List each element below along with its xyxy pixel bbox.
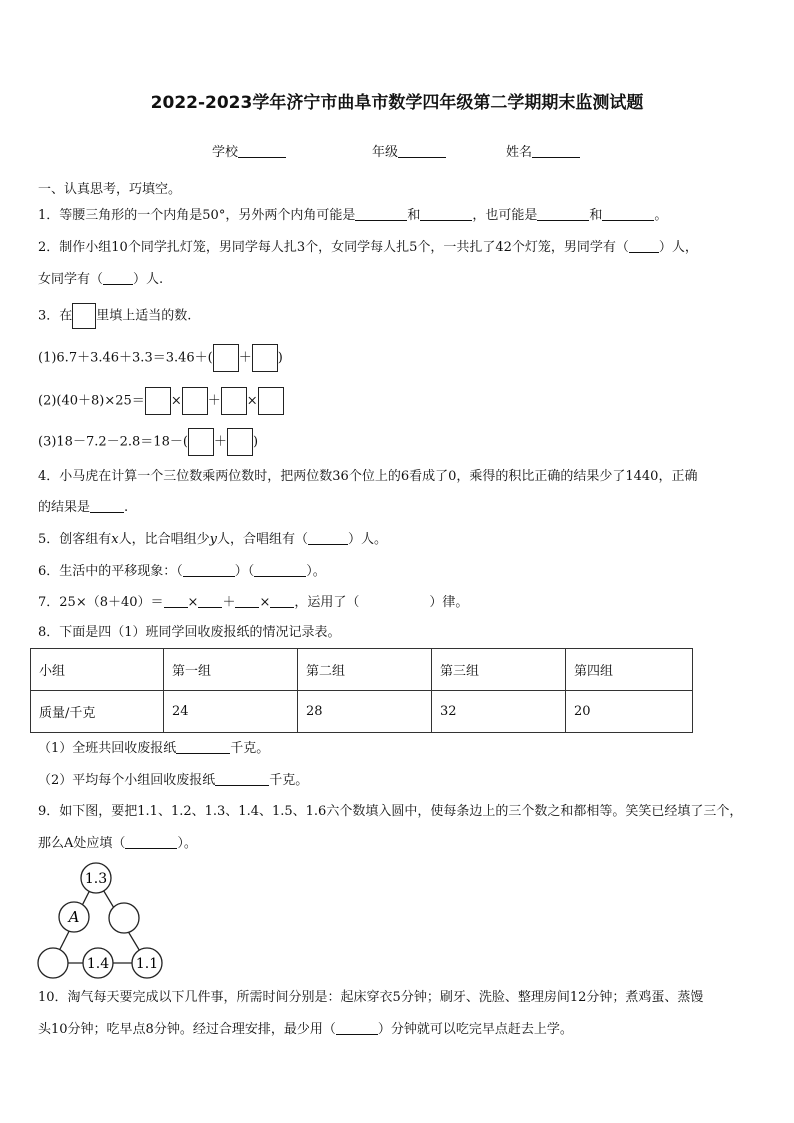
question-2-line1: 2．制作小组10个同学扎灯笼，男同学每人扎3个，女同学每人扎5个，一共扎了42个灯笼，男同学有（ ）人， [38, 240, 698, 255]
answer-box[interactable] [258, 387, 284, 415]
question-5: 5．创客组有x人，比合唱组少y人，合唱组有（ ）人。 [38, 532, 388, 547]
table-header-cell: 第三组 [432, 649, 566, 691]
table-header-cell: 小组 [31, 649, 164, 691]
question-3-3: (3)18－7.2－2.8＝18－( ＋ ) [38, 428, 258, 456]
page-title: 2022-2023学年济宁市曲阜市数学四年级第二学期期末监测试题 [150, 93, 644, 113]
grade-blank[interactable] [398, 145, 446, 158]
answer-box[interactable] [221, 387, 247, 415]
section-heading: 一、认真思考，巧填空。 [38, 182, 182, 197]
table-header-cell: 第二组 [298, 649, 432, 691]
circle-right-mid[interactable] [109, 903, 139, 933]
answer-blank[interactable] [336, 1022, 378, 1035]
answer-blank[interactable] [235, 595, 259, 608]
answer-blank[interactable] [90, 500, 124, 513]
question-7: 7．25×（8＋40）＝ × ＋ × ，运用了（ ）律。 [38, 595, 469, 610]
answer-box[interactable] [188, 428, 214, 456]
answer-blank[interactable] [183, 564, 235, 577]
table-cell: 28 [298, 691, 432, 733]
name-label: 姓名 [506, 145, 533, 160]
question-4-line2: 的结果是 . [38, 500, 129, 515]
question-9-line1: 9．如下图，要把1.1、1.2、1.3、1.4、1.5、1.6六个数填入圆中，使每条边上的三个数之和都相等。笑笑已经填了三个， [38, 804, 743, 819]
answer-box[interactable] [227, 428, 253, 456]
question-2-line2: 女同学有（ ）人. [38, 272, 164, 287]
question-8-2: （2）平均每个小组回收废报纸 千克。 [38, 773, 309, 788]
school-blank[interactable] [238, 145, 286, 158]
table-header-row [31, 649, 693, 691]
grade-label: 年级 [372, 145, 399, 160]
question-3-1: (1)6.7＋3.46＋3.3＝3.46＋( ＋ ) [38, 344, 283, 372]
table-row [31, 691, 693, 733]
answer-box[interactable] [182, 387, 208, 415]
answer-box[interactable] [252, 344, 278, 372]
grade-field [372, 141, 446, 160]
circle-top-label: 1.3 [84, 871, 108, 887]
question-8-1: （1）全班共回收废报纸 千克。 [38, 741, 270, 756]
answer-box[interactable] [145, 387, 171, 415]
triangle-circle-figure [36, 860, 166, 982]
question-3-2: (2)(40＋8)×25＝ × ＋ × [38, 387, 284, 415]
question-9-line2: 那么A处应填（ ）。 [38, 836, 197, 851]
table-header-cell: 第一组 [164, 649, 298, 691]
question-3: 3．在 里填上适当的数. [38, 303, 191, 329]
answer-blank[interactable] [537, 208, 589, 221]
school-label: 学校 [212, 145, 239, 160]
table-header-cell: 第四组 [566, 649, 693, 691]
record-table [30, 648, 693, 733]
answer-blank[interactable] [355, 208, 407, 221]
question-1: 1．等腰三角形的一个内角是50°，另外两个内角可能是 和 ，也可能是 和 。 [38, 208, 668, 223]
answer-blank[interactable] [254, 564, 306, 577]
question-4-line1: 4．小马虎在计算一个三位数乘两位数时，把两位数36个位上的6看成了0，乘得的积比正确的结果少了1440，正确 [38, 469, 698, 484]
answer-blank[interactable] [215, 773, 269, 786]
school-field [212, 141, 286, 160]
answer-blank[interactable] [602, 208, 654, 221]
answer-blank[interactable] [270, 595, 294, 608]
answer-blank[interactable] [629, 240, 659, 253]
table-row-label: 质量/千克 [31, 691, 164, 733]
circle-bottom-right-label: 1.1 [135, 956, 159, 972]
table-cell: 32 [432, 691, 566, 733]
answer-blank[interactable] [125, 836, 177, 849]
question-10-line2: 头10分钟；吃早点8分钟。经过合理安排，最少用（ ）分钟就可以吃完早点赶去上学。 [38, 1022, 573, 1037]
name-blank[interactable] [532, 145, 580, 158]
answer-blank[interactable] [198, 595, 222, 608]
circle-bottom-left[interactable] [38, 948, 68, 978]
circle-bottom-mid-label: 1.4 [86, 956, 110, 972]
answer-blank[interactable] [164, 595, 188, 608]
question-8: 8．下面是四（1）班同学回收废报纸的情况记录表。 [38, 625, 341, 640]
question-10-line1: 10．淘气每天要完成以下几件事，所需时间分别是：起床穿衣5分钟；刷牙、洗脸、整理房间12分钟；煮鸡蛋、蒸馒 [38, 990, 704, 1005]
answer-blank[interactable] [308, 532, 348, 545]
table-cell: 24 [164, 691, 298, 733]
table-cell: 20 [566, 691, 693, 733]
circle-a-label: A [68, 908, 80, 926]
answer-blank[interactable] [103, 272, 133, 285]
name-field [506, 141, 580, 160]
answer-box[interactable] [72, 303, 96, 329]
answer-box[interactable] [213, 344, 239, 372]
answer-blank[interactable] [420, 208, 472, 221]
question-6: 6．生活中的平移现象：（ ）（ ）。 [38, 564, 326, 579]
answer-blank[interactable] [176, 741, 230, 754]
